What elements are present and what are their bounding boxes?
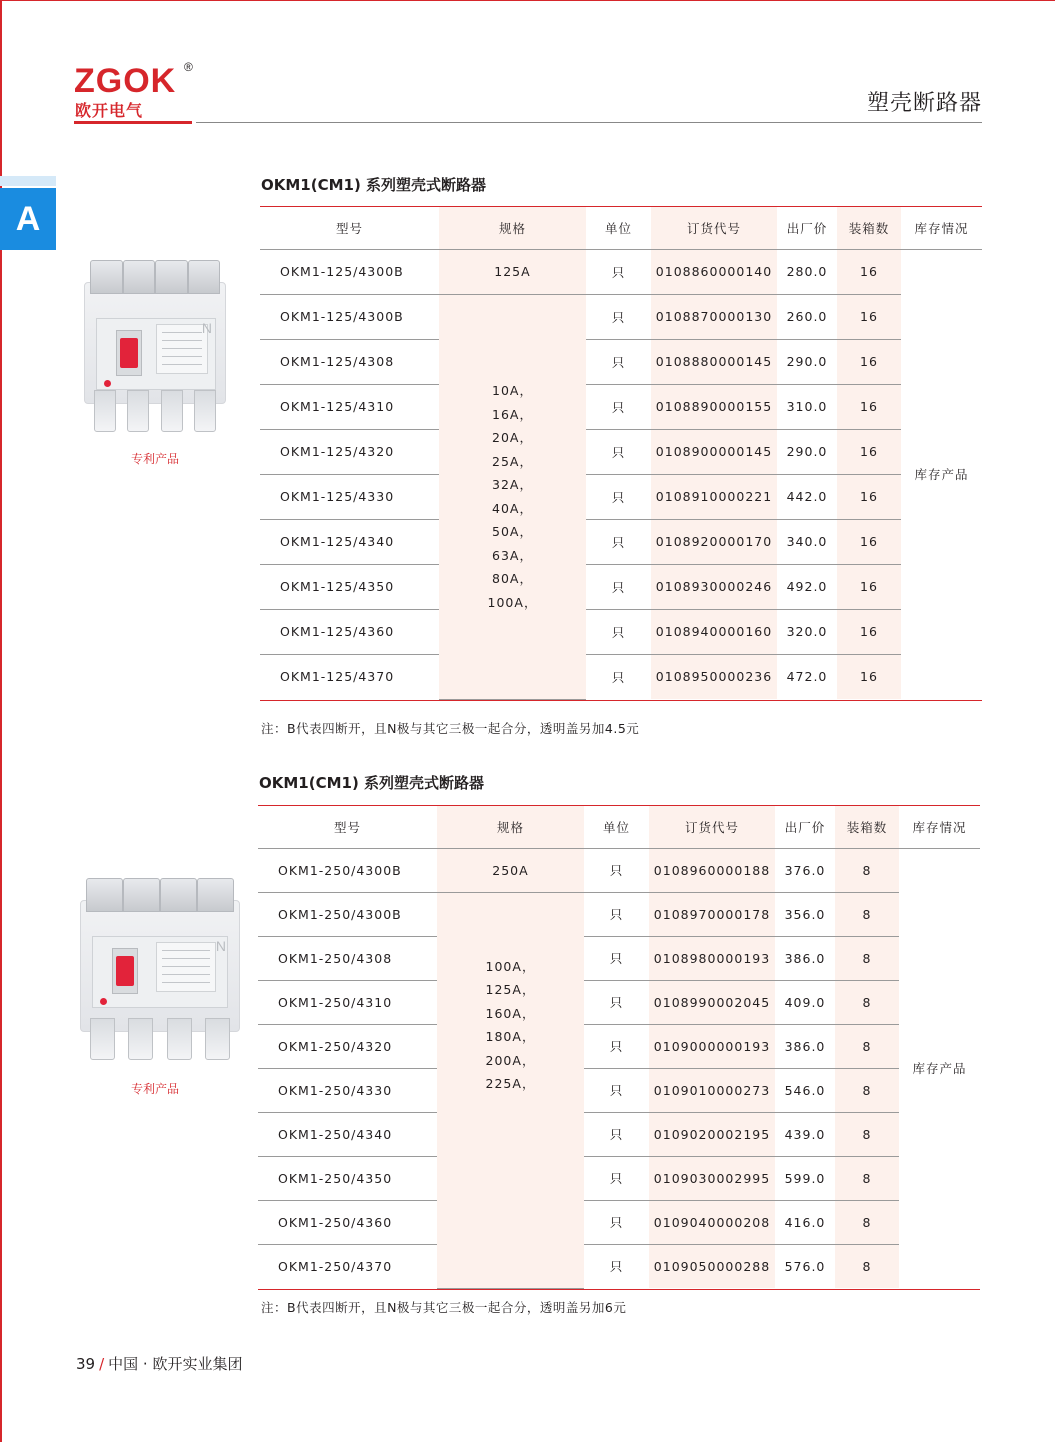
order-code-cell: 0109050000288: [649, 1244, 775, 1288]
price-cell: 416.0: [775, 1200, 835, 1244]
order-code-cell: 0108930000246: [651, 564, 777, 609]
breaker-handle: [116, 956, 134, 986]
col-header-model: 型号: [260, 207, 439, 249]
qty-cell: 8: [835, 1068, 899, 1112]
price-cell: 290.0: [777, 429, 837, 474]
order-code-cell: 0108980000193: [649, 936, 775, 980]
col-header-model: 型号: [258, 806, 437, 848]
order-code-cell: 0108990002045: [649, 980, 775, 1024]
section-title: OKM1(CM1) 系列塑壳式断路器: [261, 176, 487, 194]
order-code-cell: 0109010000273: [649, 1068, 775, 1112]
price-cell: 290.0: [777, 339, 837, 384]
spec-cell: 250A: [437, 848, 584, 892]
unit-cell: 只: [584, 1112, 649, 1156]
qty-cell: 8: [835, 1244, 899, 1288]
qty-cell: 8: [835, 980, 899, 1024]
qty-cell: 16: [837, 339, 901, 384]
model-cell: OKM1-125/4340: [260, 519, 439, 564]
page-top-edge: [0, 0, 1055, 1]
col-header-unit: 单位: [586, 207, 651, 249]
model-cell: OKM1-125/4350: [260, 564, 439, 609]
price-cell: 280.0: [777, 249, 837, 294]
price-cell: 439.0: [775, 1112, 835, 1156]
price-cell: 386.0: [775, 936, 835, 980]
brand-wordmark: ZGOK: [74, 62, 177, 100]
col-header-price: 出厂价: [777, 207, 837, 249]
model-cell: OKM1-125/4300B: [260, 249, 439, 294]
price-cell: 310.0: [777, 384, 837, 429]
unit-cell: 只: [584, 1068, 649, 1112]
stock-cell: 库存产品: [899, 848, 980, 1288]
qty-cell: 16: [837, 654, 901, 699]
order-code-cell: 0108910000221: [651, 474, 777, 519]
unit-cell: 只: [586, 384, 651, 429]
footer-company: 中国 · 欧开实业集团: [108, 1355, 243, 1373]
col-header-spec: 规格: [439, 207, 586, 249]
table-row: [260, 609, 982, 654]
price-cell: 409.0: [775, 980, 835, 1024]
unit-cell: 只: [586, 339, 651, 384]
section-tab: A: [0, 188, 56, 250]
unit-cell: 只: [584, 1024, 649, 1068]
unit-cell: 只: [584, 980, 649, 1024]
price-cell: 492.0: [777, 564, 837, 609]
unit-cell: 只: [584, 936, 649, 980]
col-header-qty: 装箱数: [835, 806, 899, 848]
unit-cell: 只: [584, 892, 649, 936]
price-cell: 320.0: [777, 609, 837, 654]
footer-separator: /: [99, 1355, 105, 1373]
table-row: [258, 1112, 980, 1156]
table-row: [258, 1068, 980, 1112]
model-cell: OKM1-250/4308: [258, 936, 437, 980]
table-row: [260, 474, 982, 519]
order-code-cell: 0108950000236: [651, 654, 777, 699]
model-cell: OKM1-250/4330: [258, 1068, 437, 1112]
order-code-cell: 0109000000193: [649, 1024, 775, 1068]
model-cell: OKM1-125/4330: [260, 474, 439, 519]
table-row: [258, 1244, 980, 1288]
model-cell: OKM1-125/4360: [260, 609, 439, 654]
price-table-250: [258, 805, 980, 1290]
breaker-250-image: N: [80, 878, 240, 1060]
unit-cell: 只: [586, 609, 651, 654]
order-code-cell: 0108860000140: [651, 249, 777, 294]
qty-cell: 8: [835, 1156, 899, 1200]
page-number: 39: [76, 1355, 96, 1373]
qty-cell: 8: [835, 1112, 899, 1156]
order-code-cell: 0108870000130: [651, 294, 777, 339]
table-row: [258, 1200, 980, 1244]
table-row: [260, 519, 982, 564]
spec-group-cell: 100A， 125A， 160A， 180A， 200A， 225A，: [437, 892, 584, 1288]
price-cell: 386.0: [775, 1024, 835, 1068]
price-cell: 546.0: [775, 1068, 835, 1112]
table-row: [258, 1156, 980, 1200]
brand-logo: [74, 62, 198, 124]
unit-cell: 只: [586, 519, 651, 564]
unit-cell: 只: [609, 1259, 624, 1275]
model-cell: OKM1-250/4300B: [258, 892, 437, 936]
table-row: [258, 1024, 980, 1068]
qty-cell: 16: [837, 294, 901, 339]
patent-label: 专利产品: [131, 1082, 180, 1096]
model-cell: OKM1-250/4310: [258, 980, 437, 1024]
page-footer: [76, 1353, 242, 1374]
model-cell: OKM1-125/4300B: [260, 294, 439, 339]
price-cell: 260.0: [777, 294, 837, 339]
stock-cell: 库存产品: [901, 249, 982, 699]
qty-cell: 16: [837, 384, 901, 429]
order-code-cell: 0108960000188: [649, 848, 775, 892]
breaker-125-image: N: [84, 260, 226, 432]
qty-cell: 8: [835, 1024, 899, 1068]
patent-label: 专利产品: [131, 452, 180, 466]
model-cell: OKM1-125/4308: [260, 339, 439, 384]
order-code-cell: 0108940000160: [651, 609, 777, 654]
qty-cell: 8: [835, 1200, 899, 1244]
order-code-cell: 0108920000170: [651, 519, 777, 564]
table-note: 注：B代表四断开，且N极与其它三极一起合分，透明盖另加6元: [261, 1300, 627, 1315]
table-row: [258, 980, 980, 1024]
unit-cell: 只: [584, 848, 649, 892]
brand-cn-name: 欧开电气: [75, 101, 144, 120]
table-row: [260, 249, 982, 294]
qty-cell: 16: [837, 474, 901, 519]
col-header-order-code: 订货代号: [651, 207, 777, 249]
qty-cell: 16: [837, 429, 901, 474]
order-code-cell: 0108900000145: [651, 429, 777, 474]
price-cell: 472.0: [786, 669, 828, 685]
unit-cell: 只: [586, 564, 651, 609]
price-cell: 356.0: [775, 892, 835, 936]
price-cell: 376.0: [775, 848, 835, 892]
header-red-rule: [74, 121, 192, 124]
model-cell: OKM1-125/4370: [280, 669, 395, 685]
price-cell: 599.0: [775, 1156, 835, 1200]
price-cell: 576.0: [784, 1258, 826, 1274]
col-header-price: 出厂价: [775, 806, 835, 848]
order-code-cell: 0109030002995: [649, 1156, 775, 1200]
section-tab-accent: [0, 176, 56, 186]
col-header-spec: 规格: [437, 806, 584, 848]
qty-cell: 8: [835, 936, 899, 980]
table-row: [258, 848, 980, 892]
order-code-cell: 0109040000208: [649, 1200, 775, 1244]
order-code-cell: 0108880000145: [651, 339, 777, 384]
price-cell: 442.0: [777, 474, 837, 519]
col-header-stock: 库存情况: [899, 806, 980, 848]
header-gray-rule: [196, 122, 982, 123]
qty-cell: 16: [837, 564, 901, 609]
unit-cell: 只: [586, 429, 651, 474]
model-cell: OKM1-250/4300B: [258, 848, 437, 892]
qty-cell: 16: [837, 249, 901, 294]
table-row: [260, 339, 982, 384]
model-cell: OKM1-250/4340: [258, 1112, 437, 1156]
table-row: [258, 936, 980, 980]
order-code-cell: 0108970000178: [649, 892, 775, 936]
col-header-unit: 单位: [584, 806, 649, 848]
table-row: [260, 654, 982, 699]
model-cell: OKM1-250/4370: [278, 1258, 393, 1274]
unit-cell: 只: [586, 474, 651, 519]
spec-cell: 125A: [439, 249, 586, 294]
model-cell: OKM1-125/4310: [260, 384, 439, 429]
qty-cell: 8: [835, 892, 899, 936]
section-title: OKM1(CM1) 系列塑壳式断路器: [259, 774, 485, 792]
unit-cell: 只: [586, 294, 651, 339]
table-row: [260, 294, 982, 339]
registered-mark: ®: [184, 60, 193, 74]
table-row: [260, 429, 982, 474]
table-row: [258, 892, 980, 936]
table-note: 注：B代表四断开，且N极与其它三极一起合分，透明盖另加4.5元: [261, 721, 640, 736]
qty-cell: 8: [835, 848, 899, 892]
spec-group-cell: 10A， 16A， 20A， 25A， 32A， 40A， 50A， 63A， 80A， 100A，: [439, 294, 586, 699]
col-header-order-code: 订货代号: [649, 806, 775, 848]
unit-cell: 只: [584, 1200, 649, 1244]
order-code-cell: 0108890000155: [651, 384, 777, 429]
unit-cell: 只: [586, 249, 651, 294]
model-cell: OKM1-250/4360: [258, 1200, 437, 1244]
price-table-125: [260, 206, 982, 701]
col-header-stock: 库存情况: [901, 207, 982, 249]
model-cell: OKM1-125/4320: [260, 429, 439, 474]
col-header-qty: 装箱数: [837, 207, 901, 249]
table-row: [260, 564, 982, 609]
price-cell: 340.0: [777, 519, 837, 564]
unit-cell: 只: [611, 669, 626, 685]
qty-cell: 16: [837, 519, 901, 564]
breaker-handle: [120, 338, 138, 368]
model-cell: OKM1-250/4350: [258, 1156, 437, 1200]
model-cell: OKM1-250/4320: [258, 1024, 437, 1068]
table-row: [260, 384, 982, 429]
unit-cell: 只: [584, 1156, 649, 1200]
order-code-cell: 0109020002195: [649, 1112, 775, 1156]
page-category-title: 塑壳断路器: [866, 91, 982, 116]
qty-cell: 16: [837, 609, 901, 654]
